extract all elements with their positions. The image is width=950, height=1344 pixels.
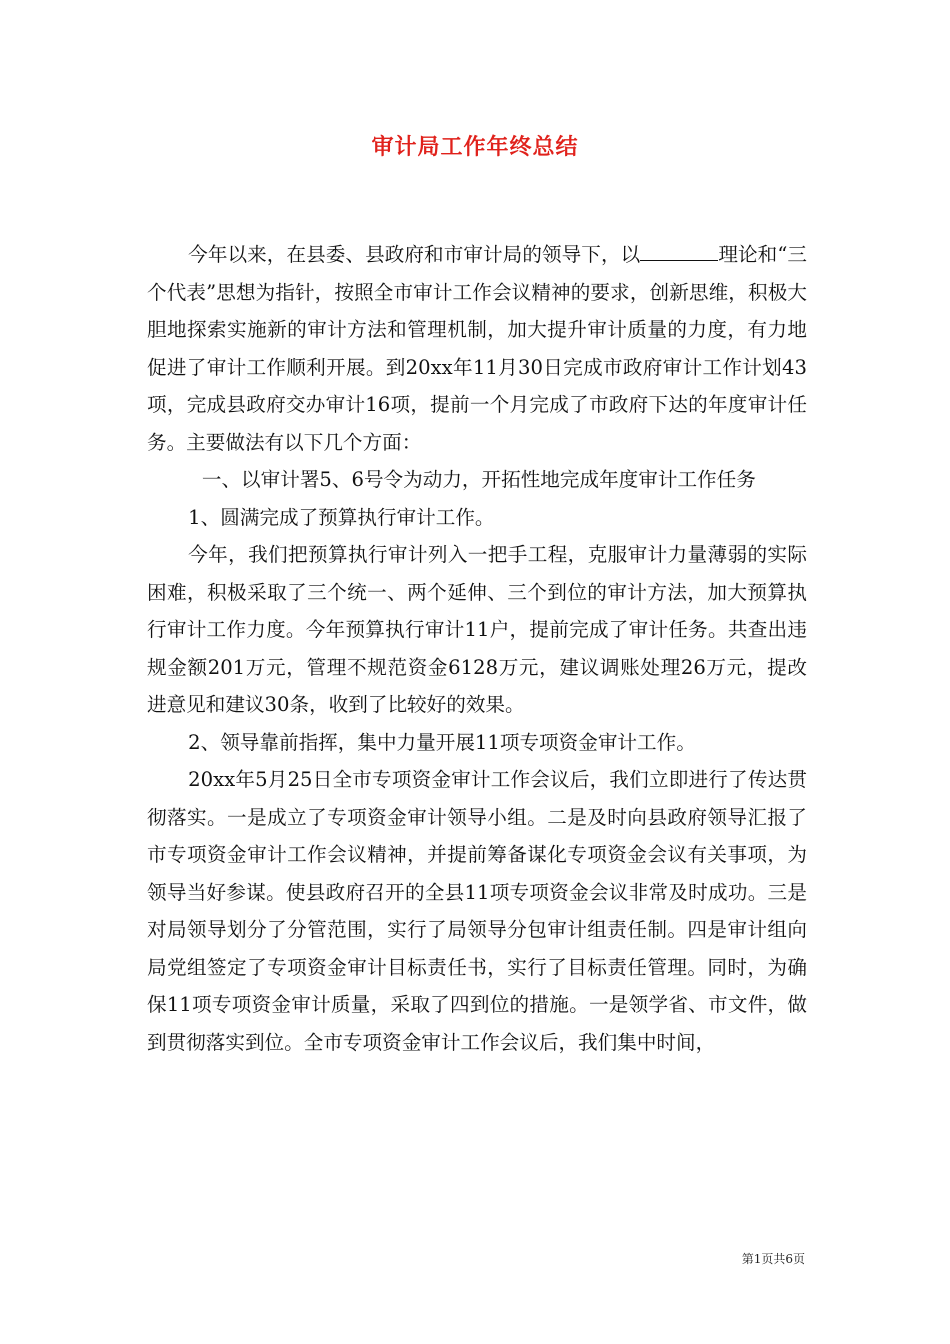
paragraph-intro-rest: 理论和“三个代表”思想为指针，按照全市审计工作会议精神的要求，创新思维，积极大胆地探索实施新的审计方法和管理机制，加大提升审计质量的力度，有力地促进了审计工作顺利开展。到20xx年11月30日完成市政府审计工作计划43项，完成县政府交办审计16项，提前一个月完成了市政府下达的年度审计任务。主要做法有以下几个方面： <box>147 243 807 454</box>
paragraph-special-funds: 20xx年5月25日全市专项资金审计工作会议后，我们立即进行了传达贯彻落实。一是成立了专项资金审计领导小组。二是及时向县政府领导汇报了市专项资金审计工作会议精神，并提前筹备谋化专项资金会议有关事项，为领导当好参谋。使县政府召开的全县11项专项资金会议非常及时成功。三是对局领导划分了分管范围，实行了局领导分包审计组责任制。四是审计组向局党组签定了专项资金审计目标责任书，实行了目标责任管理。同时，为确保11项专项资金审计质量，采取了四到位的措施。一是领学省、市文件，做到贯彻落实到位。全市专项资金审计工作会议后，我们集中时间， <box>147 768 807 1054</box>
subheading-1-2: 2、领导靠前指挥，集中力量开展11项专项资金审计工作。 <box>188 730 696 754</box>
blank-underline <box>640 242 718 261</box>
paragraph-intro-lead: 今年以来，在县委、县政府和市审计局的领导下，以 <box>188 243 641 266</box>
section-heading-1: 一、以审计署5、6号令为动力，开拓性地完成年度审计工作任务 <box>201 468 756 491</box>
page-number-footer: 第1页共6页 <box>741 1252 805 1266</box>
paragraph-budget-audit: 今年，我们把预算执行审计列入一把手工程，克服审计力量薄弱的实际困难，积极采取了三个统一、两个延伸、三个到位的审计方法，加大预算执行审计工作力度。今年预算执行审计11户，提前完成了审计任务。共查出违规金额201万元，管理不规范资金6128万元，建议调账处理26万元，提改进意见和建议30条，收到了比较好的效果。 <box>147 543 807 716</box>
subheading-1-1: 1、圆满完成了预算执行审计工作。 <box>188 505 495 529</box>
document-body <box>147 236 807 1061</box>
document-title: 审计局工作年终总结 <box>371 134 579 160</box>
paragraph-intro <box>147 236 807 461</box>
